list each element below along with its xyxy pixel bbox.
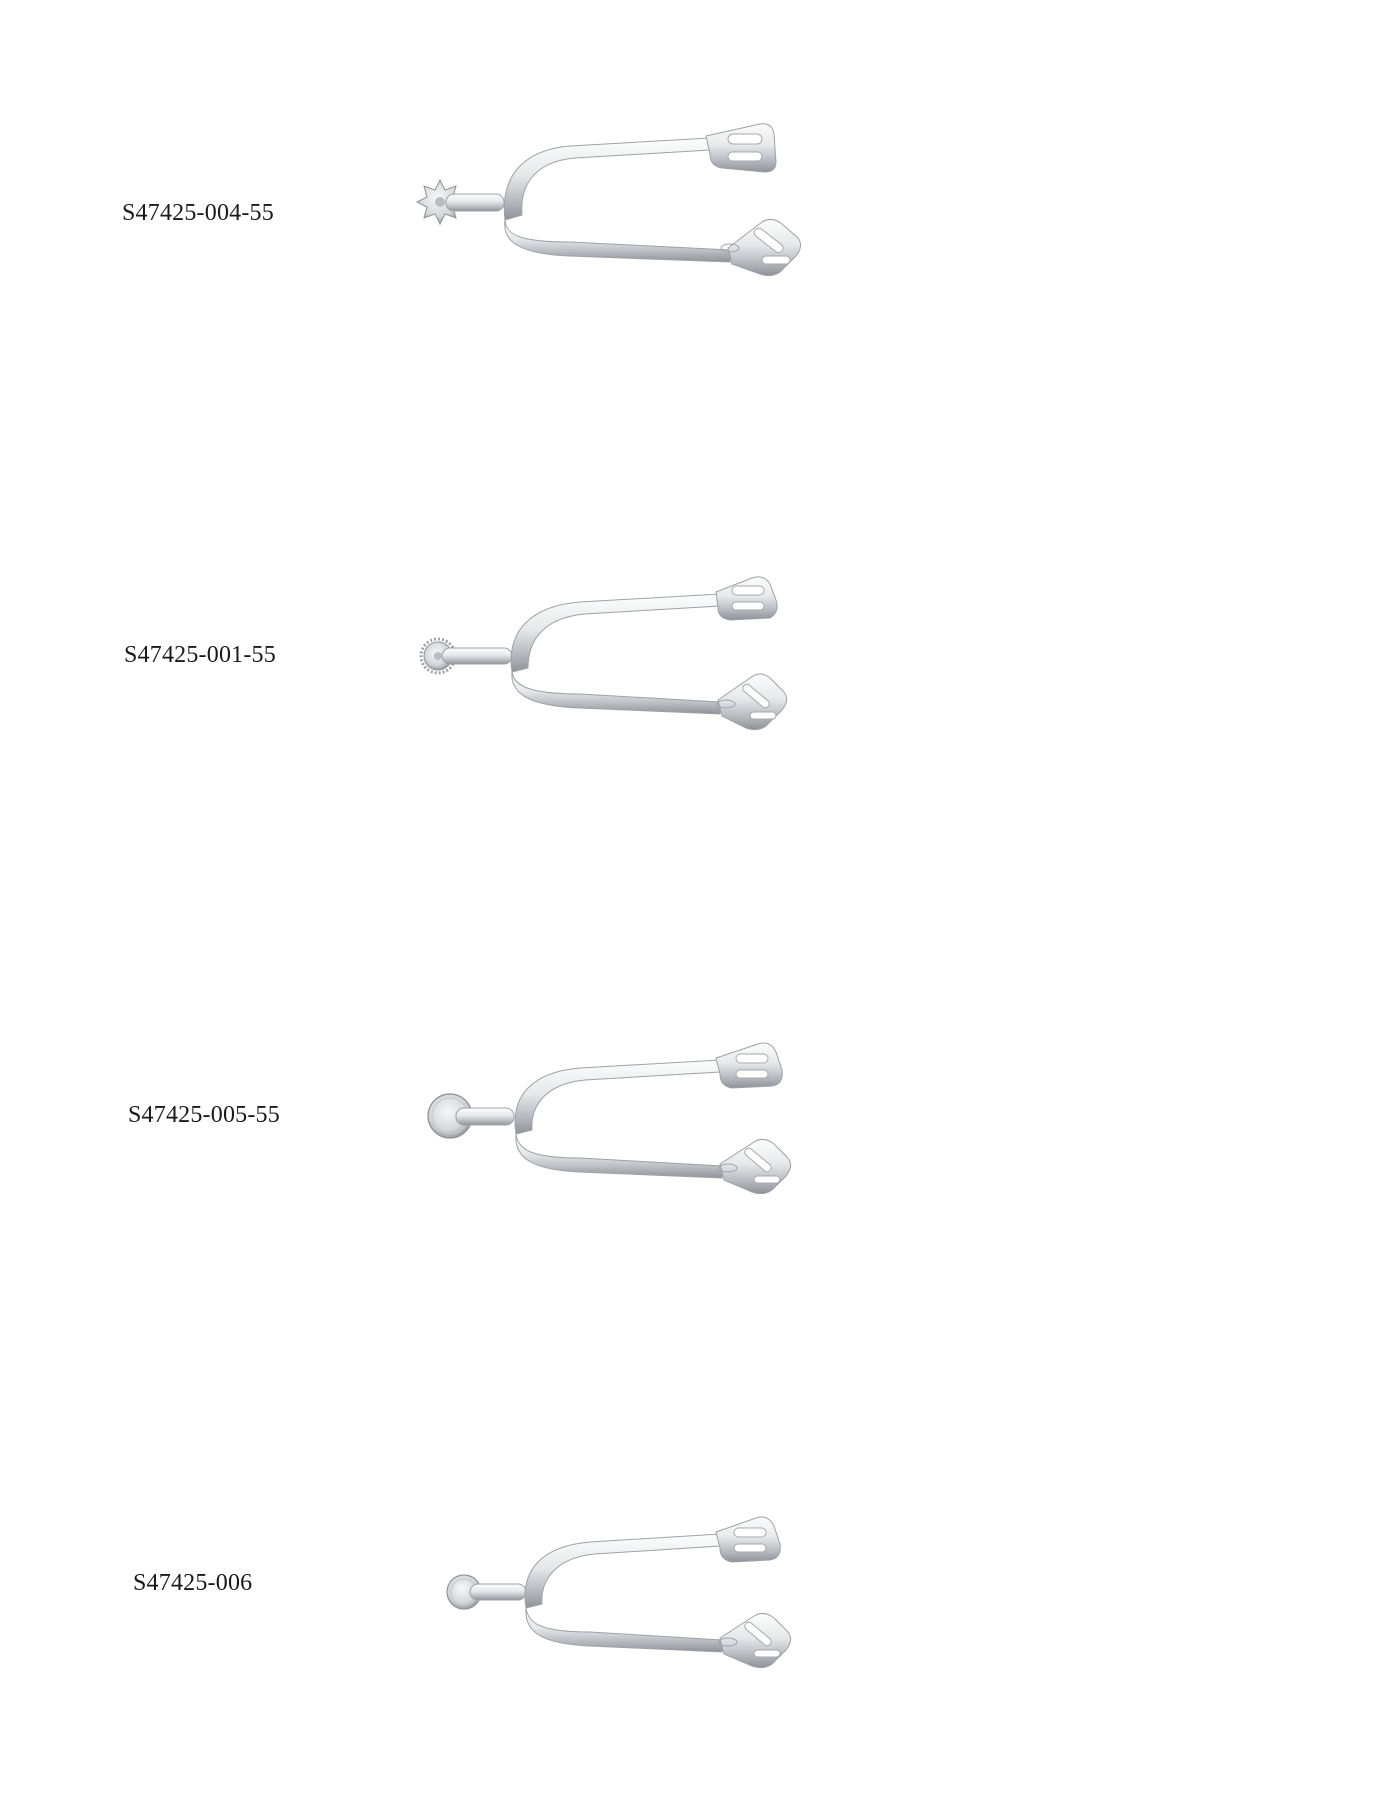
star-rowel-spur-image bbox=[410, 110, 810, 310]
product-item bbox=[0, 100, 1391, 300]
product-code: S47425-004-55 bbox=[122, 200, 274, 226]
product-code: S47425-001-55 bbox=[124, 642, 276, 668]
product-item bbox=[0, 540, 1391, 740]
disc-rowel-spur-image bbox=[420, 1030, 820, 1230]
product-item bbox=[0, 1000, 1391, 1200]
product-item bbox=[0, 1470, 1391, 1670]
fine-rowel-spur-image bbox=[420, 560, 820, 760]
product-code: S47425-006 bbox=[133, 1570, 253, 1596]
small-disc-rowel-spur-image bbox=[430, 1490, 830, 1690]
product-code: S47425-005-55 bbox=[128, 1102, 280, 1128]
